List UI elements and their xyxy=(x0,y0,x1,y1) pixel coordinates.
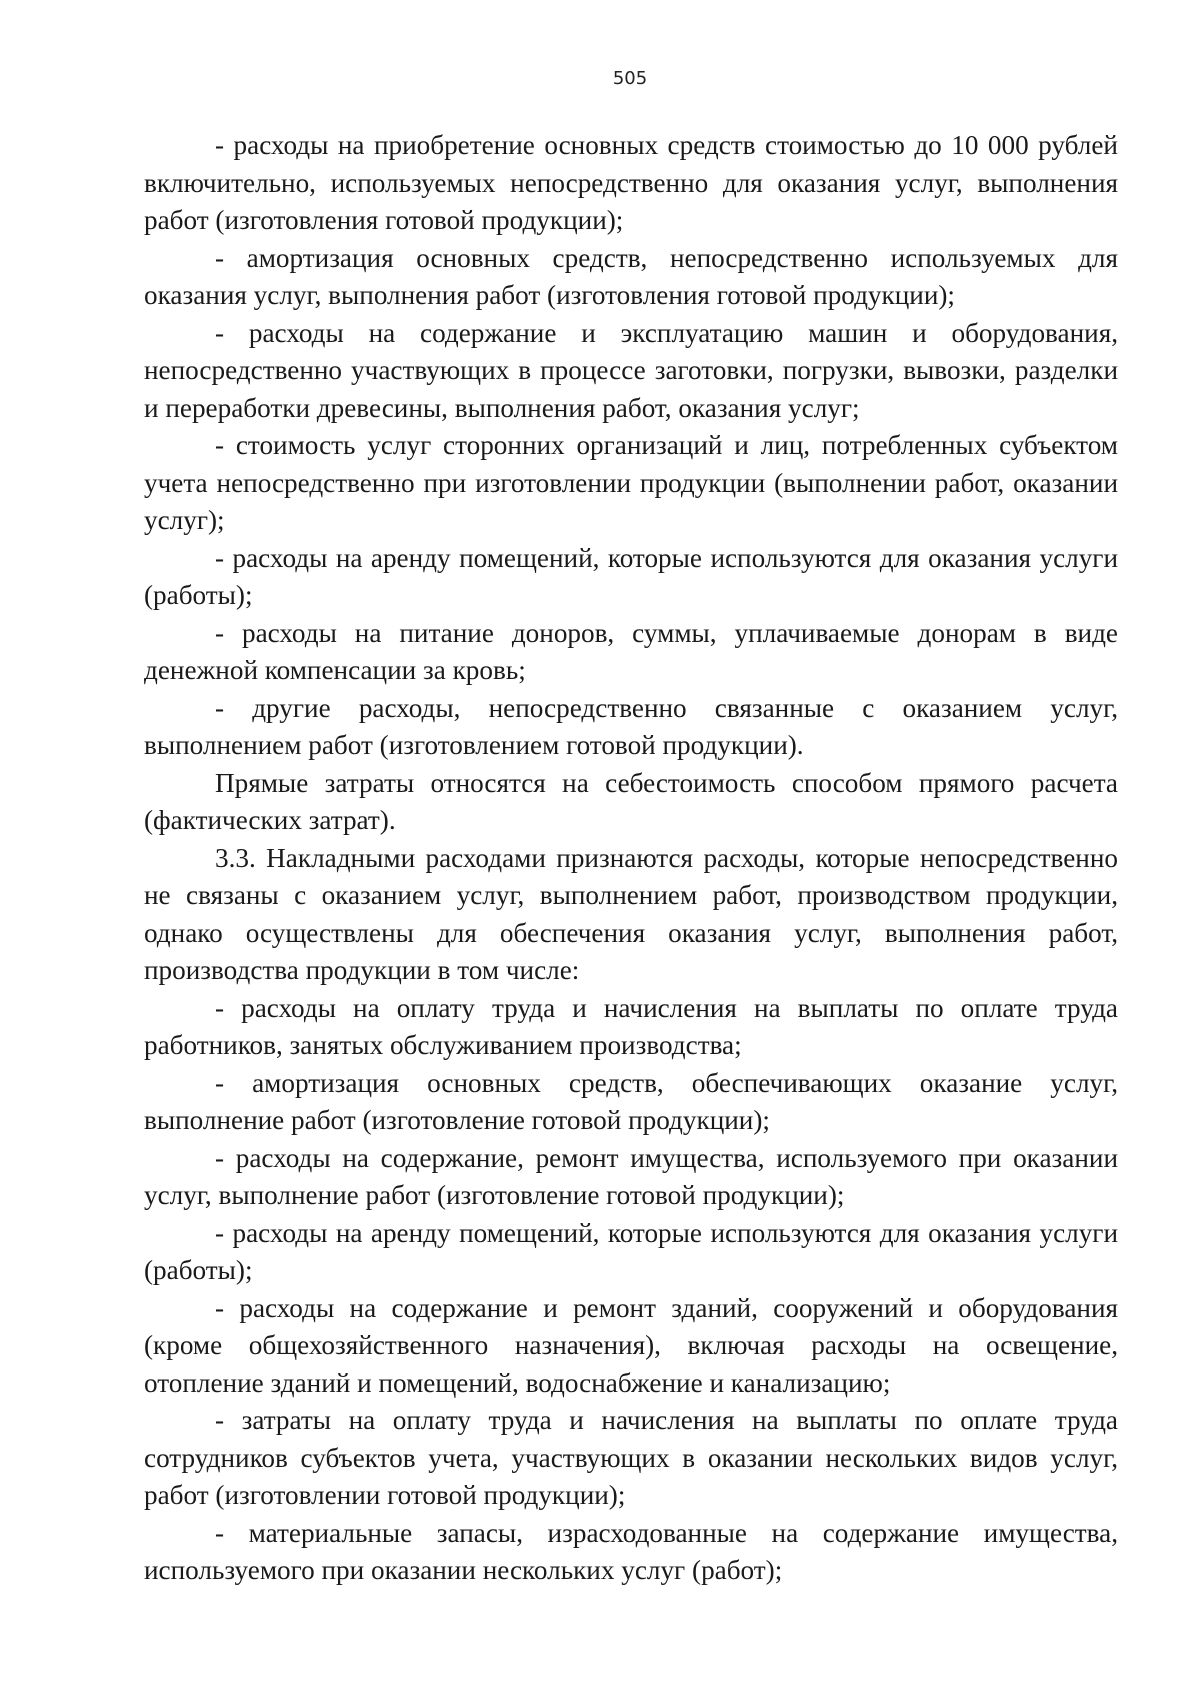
paragraph-buildings-maintenance: - расходы на содержание и ремонт зданий, сооружений и оборудования (кроме общехозяйственного назначения), включая расходы на освещение, отопление зданий и помещений, водоснабжение и канализацию; xyxy=(144,1292,1118,1398)
document-body xyxy=(144,127,1118,1590)
paragraph-fixed-assets-purchase: - расходы на приобретение основных средств стоимостью до 10 000 рублей включительно, используемых непосредственно для оказания услуг, выполнения работ (изготовления готовой продукции); xyxy=(144,130,1118,235)
paragraph-depreciation: - амортизация основных средств, непосредственно используемых для оказания услуг, выполнения работ (изготовления готовой продукции); xyxy=(144,242,1118,310)
paragraph-direct-costs-method: Прямые затраты относятся на себестоимость способом прямого расчета (фактических затрат). xyxy=(144,767,1118,835)
paragraph-overhead-definition: 3.3. Накладными расходами признаются расходы, которые непосредственно не связаны с оказанием услуг, выполнением работ, производством продукции, однако осуществлены для обеспечения оказания услуг, выполнения работ, производства продукции в том числе: xyxy=(144,842,1118,985)
paragraph-other-direct-costs: - другие расходы, непосредственно связанные с оказанием услуг, выполнением работ (изготовлением готовой продукции). xyxy=(144,692,1118,760)
paragraph-third-party-services: - стоимость услуг сторонних организаций и лиц, потребленных субъектом учета непосредственно при изготовлении продукции (выполнении работ, оказании услуг); xyxy=(144,430,1118,535)
paragraph-material-inventories: - материальные запасы, израсходованные на содержание имущества, используемого при оказании нескольких услуг (работ); xyxy=(144,1517,1118,1585)
paragraph-staff-labor-costs: - затраты на оплату труда и начисления на выплаты по оплате труда сотрудников субъектов учета, участвующих в оказании нескольких видов услуг, работ (изготовлении готовой продукции); xyxy=(144,1405,1118,1510)
paragraph-premises-rent: - расходы на аренду помещений, которые используются для оказания услуги (работы); xyxy=(144,542,1118,610)
paragraph-overhead-depreciation: - амортизация основных средств, обеспечивающих оказание услуг, выполнение работ (изготовление готовой продукции); xyxy=(144,1067,1118,1135)
paragraph-machinery-maintenance: - расходы на содержание и эксплуатацию машин и оборудования, непосредственно участвующих в процессе заготовки, погрузки, вывозки, разделки и переработки древесины, выполнения работ, оказания услуг; xyxy=(144,317,1118,423)
paragraph-property-repair: - расходы на содержание, ремонт имущества, используемого при оказании услуг, выполнение работ (изготовление готовой продукции); xyxy=(144,1142,1118,1210)
paragraph-overhead-rent: - расходы на аренду помещений, которые используются для оказания услуги (работы); xyxy=(144,1217,1118,1285)
page-number: 505 xyxy=(612,68,648,89)
paragraph-donor-nutrition: - расходы на питание доноров, суммы, уплачиваемые донорам в виде денежной компенсации за кровь; xyxy=(144,617,1118,685)
paragraph-overhead-wages: - расходы на оплату труда и начисления на выплаты по оплате труда работников, занятых обслуживанием производства; xyxy=(144,992,1118,1060)
